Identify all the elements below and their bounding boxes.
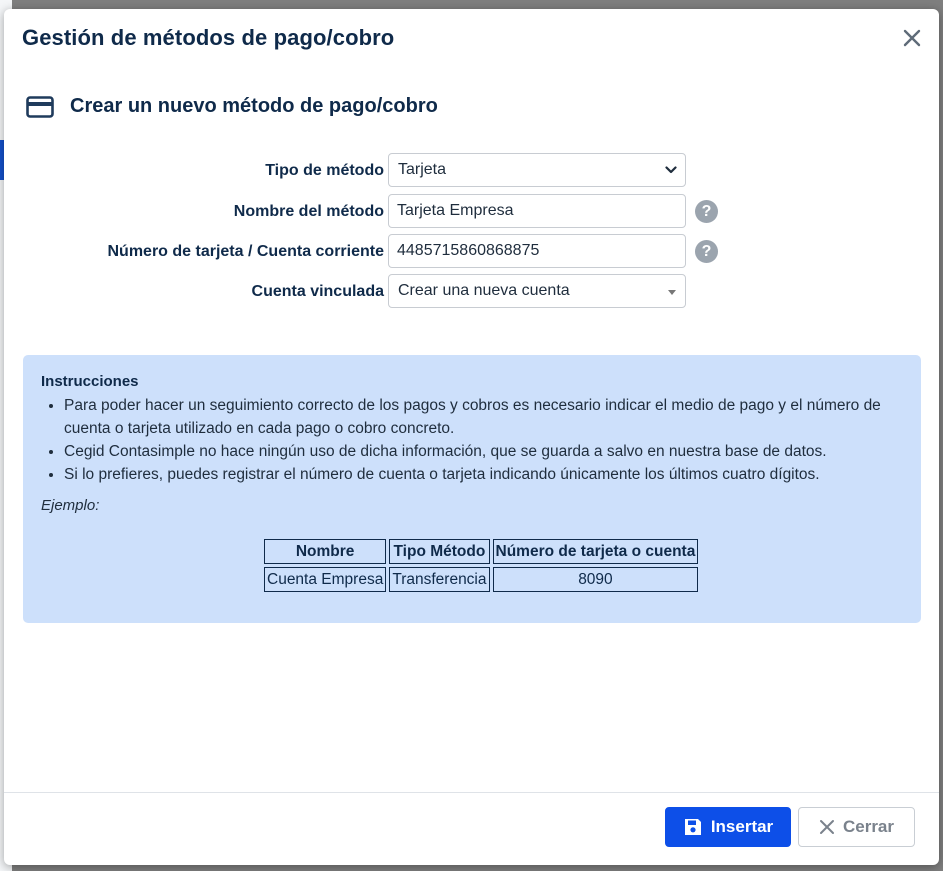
card-number-input[interactable]: 4485715860868875 xyxy=(388,234,686,268)
example-label: Ejemplo: xyxy=(41,497,100,514)
method-name-input[interactable]: Tarjeta Empresa xyxy=(388,194,686,228)
payment-methods-dialog xyxy=(4,9,939,865)
dialog-footer xyxy=(4,792,939,865)
card-number-row xyxy=(4,234,939,270)
instructions-list xyxy=(41,394,903,486)
close-button[interactable] xyxy=(798,807,915,847)
table-header-row xyxy=(264,539,698,564)
close-button-label: Cerrar xyxy=(842,817,895,836)
method-type-select[interactable] xyxy=(388,153,686,187)
table-cell: 8090 xyxy=(493,567,699,592)
help-icon[interactable]: ? xyxy=(695,200,718,223)
table-cell: Transferencia xyxy=(389,567,489,592)
instructions-title: Instrucciones xyxy=(41,373,139,390)
table-header: Nombre xyxy=(264,539,386,564)
linked-account-row xyxy=(4,274,939,310)
dialog-header xyxy=(4,9,939,71)
save-icon xyxy=(683,817,703,837)
table-header: Número de tarjeta o cuenta xyxy=(493,539,699,564)
method-type-value: Tarjeta xyxy=(398,161,447,178)
table-cell: Cuenta Empresa xyxy=(264,567,386,592)
method-type-row xyxy=(4,153,939,189)
example-table xyxy=(261,536,701,595)
insert-button[interactable] xyxy=(665,807,791,847)
section-title: Crear un nuevo método de pago/cobro xyxy=(70,95,438,117)
list-item: • Para poder hacer un seguimiento correcto de los pagos y cobros es necesario indicar el medio de pago y el número de cuenta o tarjeta utilizado en cada pago o cobro concreto. xyxy=(64,394,903,440)
linked-account-select[interactable] xyxy=(388,274,686,308)
help-icon[interactable]: ? xyxy=(695,240,718,263)
table-row xyxy=(264,567,698,592)
linked-account-value: Crear una nueva cuenta xyxy=(398,282,570,299)
method-name-row xyxy=(4,194,939,230)
list-item: • Si lo prefieres, puedes registrar el número de cuenta o tarjeta indicando únicamente los últimos cuatro dígitos. xyxy=(64,463,903,486)
credit-card-icon xyxy=(26,96,54,118)
caret-down-icon xyxy=(668,290,676,295)
section-heading xyxy=(26,95,438,118)
close-icon[interactable] xyxy=(899,25,925,51)
instructions-panel xyxy=(23,355,921,623)
list-item: • Cegid Contasimple no hace ningún uso de dicha información, que se guarda a salvo en nuestra base de datos. xyxy=(64,440,903,463)
method-name-label: Nombre del método xyxy=(233,203,384,220)
chevron-down-icon xyxy=(665,165,677,175)
table-header: Tipo Método xyxy=(389,539,489,564)
close-icon xyxy=(819,819,835,835)
dialog-title: Gestión de métodos de pago/cobro xyxy=(22,25,395,50)
linked-account-label: Cuenta vinculada xyxy=(251,283,384,300)
method-type-label: Tipo de método xyxy=(265,162,384,179)
insert-button-label: Insertar xyxy=(710,817,774,836)
card-number-label: Número de tarjeta / Cuenta corriente xyxy=(107,243,384,260)
